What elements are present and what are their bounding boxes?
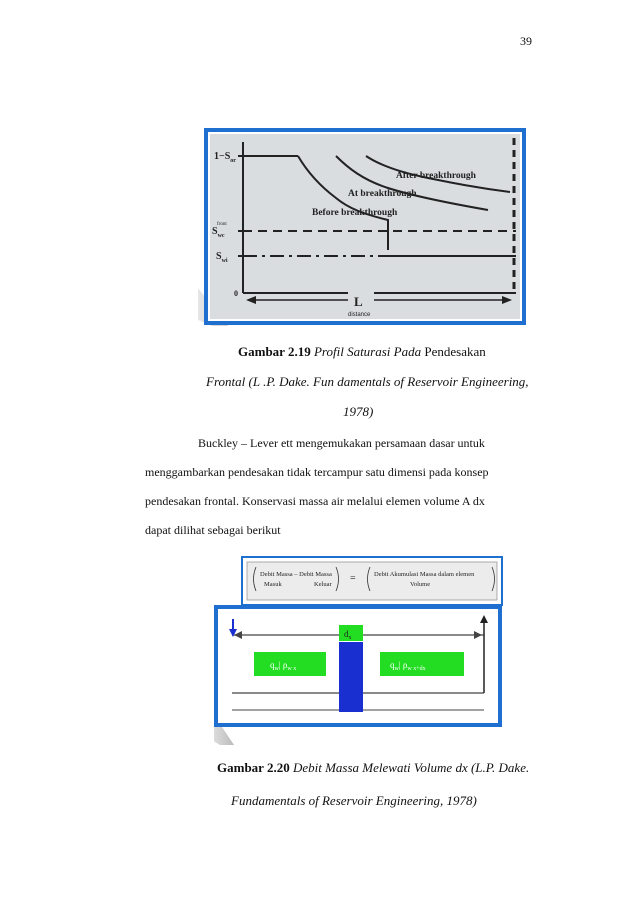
paragraph-line-4: dapat dilihat sebagai berikut: [145, 523, 281, 537]
dx-label: $d_x$: [344, 629, 352, 641]
plot-background: [210, 134, 520, 319]
mass-flow-graphic: [214, 555, 504, 745]
label-after-breakthrough: After breakthrough: [396, 171, 476, 181]
figure1-caption-line1: Gambar 2.19 Profil Saturasi Pada Pendesakan: [238, 344, 486, 359]
eq-right-bottom: Volume: [410, 581, 431, 588]
label-before-breakthrough: Before breakthrough: [312, 208, 398, 218]
y-label-front: $S_{wc}$: [212, 226, 225, 239]
mass-flow-figure: [214, 555, 504, 745]
paragraph-line-2: menggambarkan pendesakan tidak tercampur satu dimensi pada konsep: [145, 465, 489, 479]
figure1-caption-line2: Frontal (L .P. Dake. Fun damentals of Reservoir Engineering,: [206, 374, 529, 389]
y-label-zero: 0: [234, 289, 238, 298]
y-label-front-sup: front: [217, 222, 227, 227]
page-number: 39: [520, 34, 532, 48]
saturation-profile-figure: [198, 128, 528, 326]
figure1-caption-line3: 1978): [343, 404, 374, 419]
paragraph-line-1: Buckley – Lever ett mengemukakan persamaan dasar untuk: [198, 436, 485, 450]
right-flux-label: $q_w|$ $\rho_{w x+dx}$: [390, 660, 426, 672]
eq-right-top: Debit Akumulasi Massa dalam elemen: [374, 571, 475, 578]
eq-left-top: Debit Massa – Debit Massa: [260, 571, 332, 578]
label-at-breakthrough: At breakthrough: [348, 189, 417, 199]
x-label-distance: distance: [348, 312, 371, 318]
volume-element: [339, 642, 363, 712]
y-label-top: $1-S_{or}$: [214, 151, 236, 164]
figure2-caption-line2: Fundamentals of Reservoir Engineering, 1978): [231, 793, 477, 808]
eq-left-bottom-b: Keluar: [314, 581, 332, 588]
x-label-l: L: [354, 294, 363, 309]
left-flux-box: [254, 652, 326, 676]
paragraph-line-3: pendesakan frontal. Konservasi massa air melalui elemen volume A dx: [145, 494, 485, 508]
eq-equals: =: [350, 573, 356, 584]
saturation-profile-graphic: [198, 128, 528, 326]
figure2-caption-line1: Gambar 2.20 Debit Massa Melewati Volume dx (L.P. Dake.: [217, 760, 530, 775]
y-label-swi: $S_{wi}$: [216, 251, 228, 264]
left-flux-label: $q_w|$ $\rho_{w x}$: [270, 660, 297, 672]
eq-left-bottom-a: Masuk: [264, 581, 282, 588]
